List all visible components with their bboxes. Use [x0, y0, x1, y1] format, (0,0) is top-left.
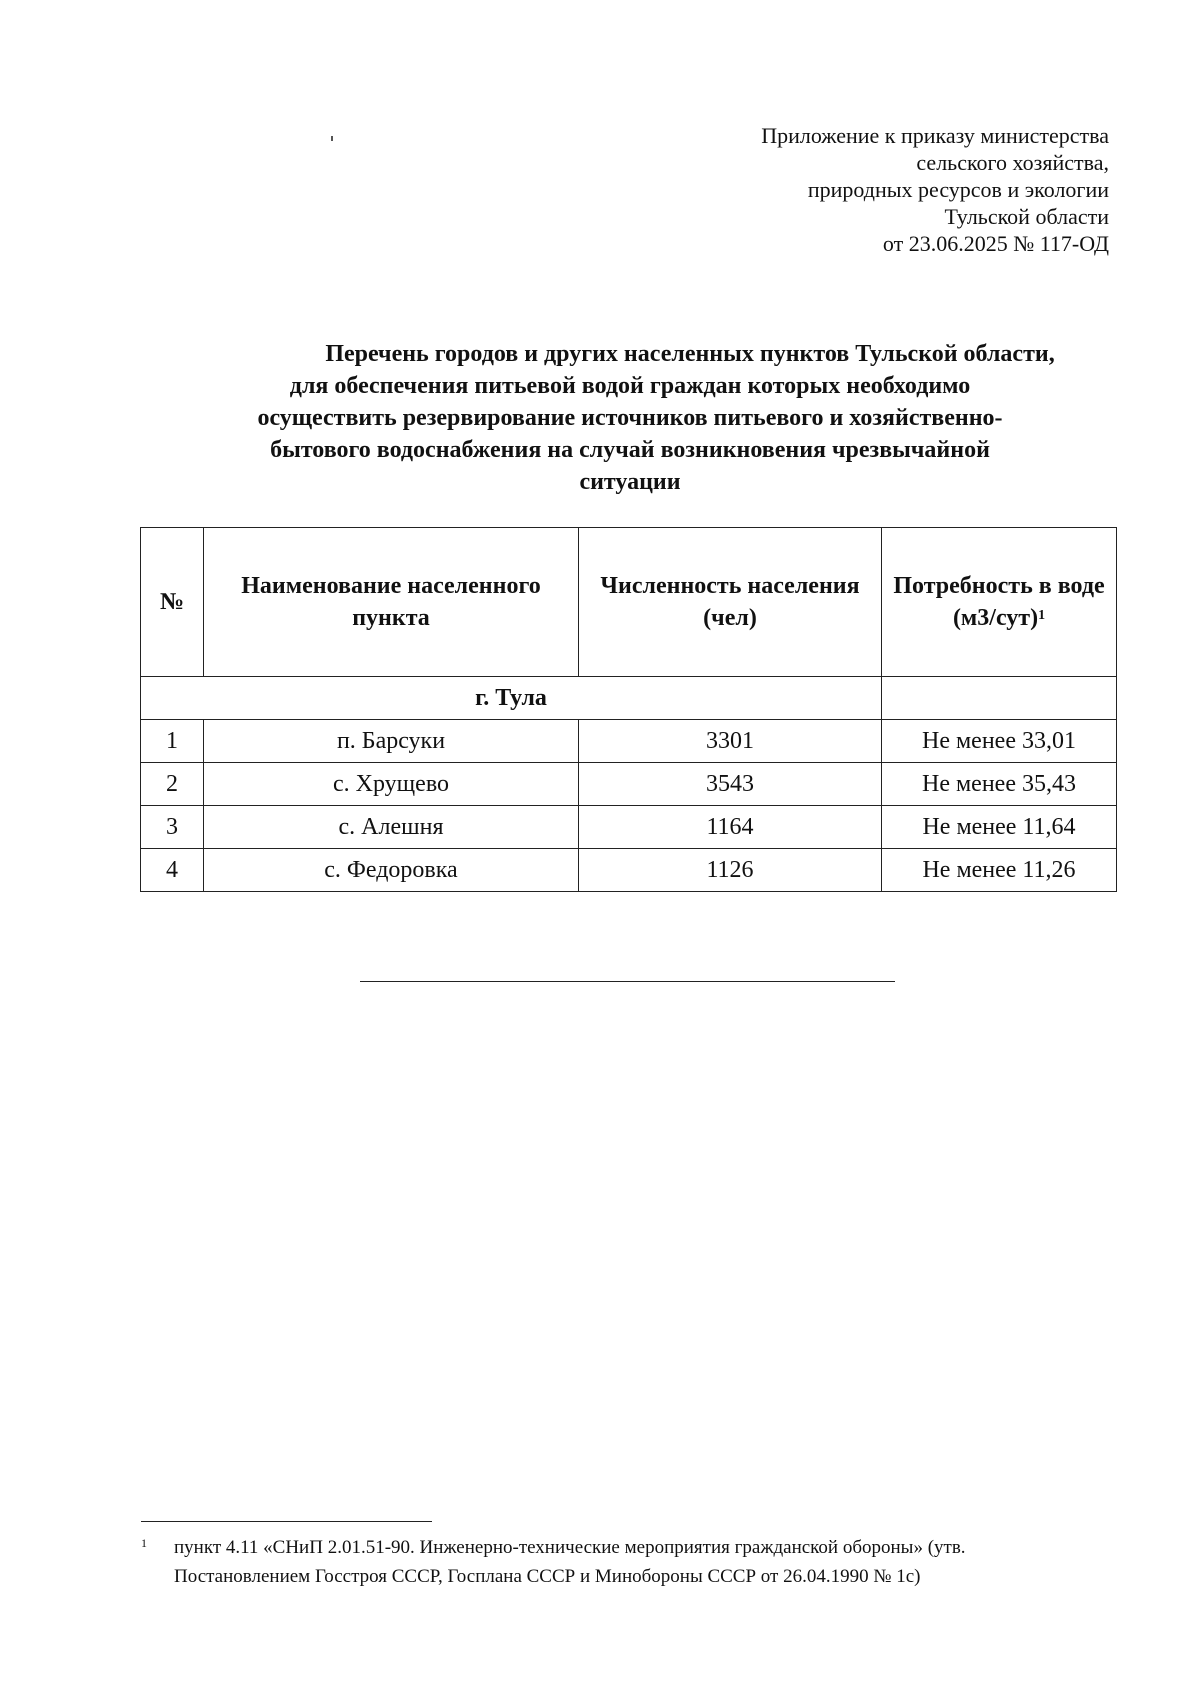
- row-name: с. Федоровка: [204, 849, 579, 892]
- row-name: с. Алешня: [204, 806, 579, 849]
- group-empty-cell: [882, 677, 1117, 720]
- water-demand-table: [140, 527, 1117, 892]
- footnote-line: Постановлением Госстроя СССР, Госплана СССР и Минобороны СССР от 26.04.1990 № 1с): [174, 1566, 921, 1587]
- title-line: для обеспечения питьевой водой граждан которых необходимо: [289, 373, 971, 399]
- table-header-row: [141, 528, 1117, 677]
- header-demand-label: Потребность в воде (м3/сут): [893, 573, 1105, 631]
- row-name: с. Хрущево: [204, 763, 579, 806]
- row-name: п. Барсуки: [204, 720, 579, 763]
- group-label: г. Тула: [141, 677, 882, 720]
- row-demand: Не менее 35,43: [882, 763, 1117, 806]
- row-demand: Не менее 33,01: [882, 720, 1117, 763]
- table-row: [141, 806, 1117, 849]
- title-line: ситуации: [579, 469, 681, 495]
- row-population: 1164: [579, 806, 882, 849]
- header-num: №: [141, 528, 204, 677]
- scan-mark: [331, 136, 333, 141]
- footnote-line: пункт 4.11 «СНиП 2.01.51-90. Инженерно-технические мероприятия гражданской обороны» (утв.: [174, 1537, 966, 1558]
- title-line: бытового водоснабжения на случай возникновения чрезвычайной: [270, 437, 990, 463]
- row-population: 1126: [579, 849, 882, 892]
- header-demand: [882, 528, 1117, 677]
- row-demand: Не менее 11,64: [882, 806, 1117, 849]
- title-line: осуществить резервирование источников питьевого и хозяйственно-: [257, 405, 1003, 431]
- approval-line: сельского хозяйства,: [916, 150, 1109, 175]
- approval-line: природных ресурсов и экологии: [807, 177, 1109, 202]
- footnote-separator: [141, 1521, 432, 1522]
- row-population: 3301: [579, 720, 882, 763]
- row-num: 1: [141, 720, 204, 763]
- row-num: 4: [141, 849, 204, 892]
- table-row: [141, 720, 1117, 763]
- row-num: 3: [141, 806, 204, 849]
- row-demand: Не менее 11,26: [882, 849, 1117, 892]
- title-line: Перечень городов и других населенных пунктов Тульской области,: [325, 341, 1055, 367]
- approval-block: [761, 122, 1109, 257]
- end-separator-line: [360, 981, 895, 982]
- header-name: Наименование населенного пункта: [204, 528, 579, 677]
- approval-line: Тульской области: [944, 204, 1109, 229]
- approval-date-line: от 23.06.2025 № 117-ОД: [882, 231, 1109, 256]
- table-row: [141, 763, 1117, 806]
- header-population: Численность населения (чел): [579, 528, 882, 677]
- row-population: 3543: [579, 763, 882, 806]
- footnote-ref: 1: [1038, 608, 1046, 623]
- approval-line: Приложение к приказу министерства: [761, 123, 1109, 148]
- row-num: 2: [141, 763, 204, 806]
- footnote-text: [174, 1533, 1131, 1591]
- table-row: [141, 849, 1117, 892]
- group-row: [141, 677, 1117, 720]
- document-title: [150, 338, 1110, 498]
- footnote: [141, 1533, 1131, 1591]
- footnote-number: 1: [141, 1536, 147, 1550]
